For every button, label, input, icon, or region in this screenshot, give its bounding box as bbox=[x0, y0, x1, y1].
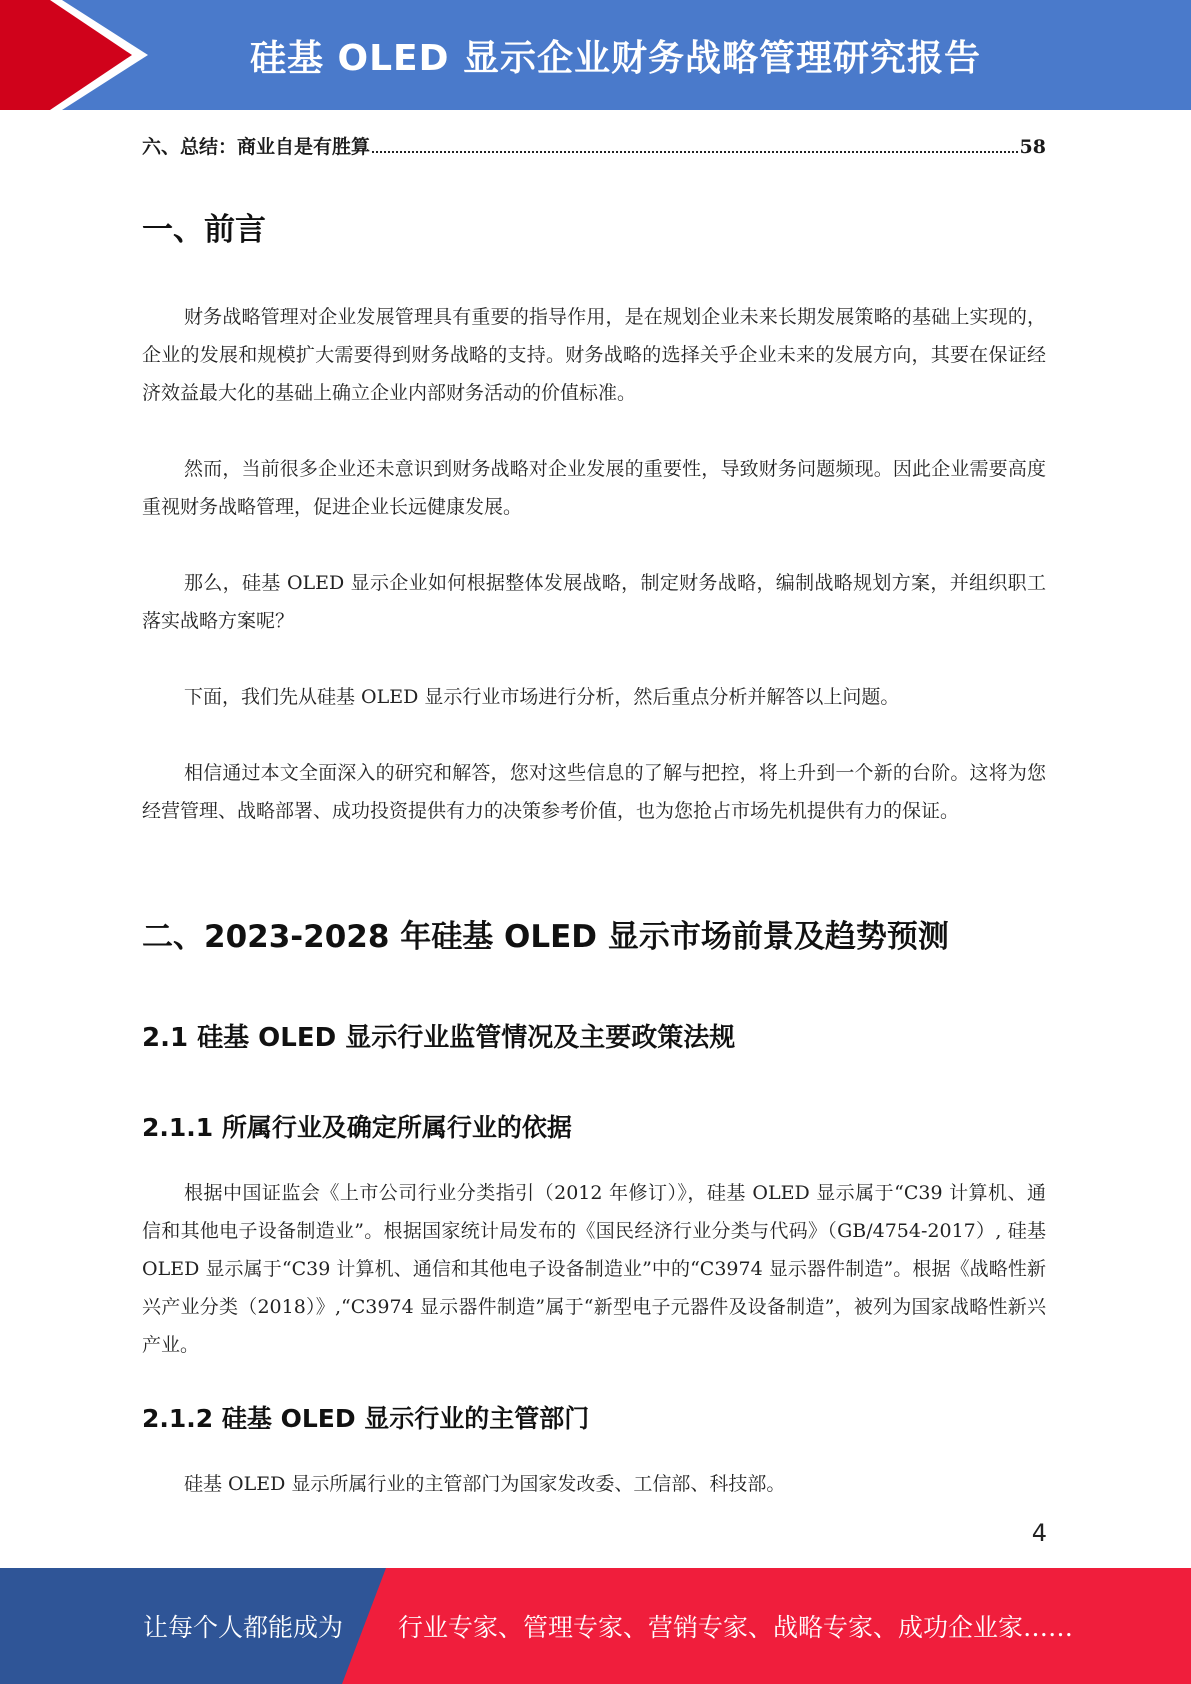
preface-paragraph-4: 下面，我们先从硅基 OLED 显示行业市场进行分析，然后重点分析并解答以上问题。 bbox=[184, 686, 900, 708]
subsection-title-2-1: 2.1 硅基 OLED 显示行业监管情况及主要政策法规 bbox=[142, 1023, 736, 1053]
toc-entry[interactable] bbox=[142, 132, 1046, 159]
subsection-title-2-1-1: 2.1.1 所属行业及确定所属行业的依据 bbox=[142, 1113, 572, 1142]
section-title-forecast: 二、2023-2028 年硅基 OLED 显示市场前景及趋势预测 bbox=[142, 919, 949, 955]
footer-banner bbox=[0, 1568, 1191, 1684]
preface-paragraph-2: 然而，当前很多企业还未意识到财务战略对企业发展的重要性，导致财务问题频现。因此企业需要高度重视财务战略管理，促进企业长远健康发展。 bbox=[142, 458, 1046, 518]
footer-slogan-right: 行业专家、管理专家、营销专家、战略专家、成功企业家…… bbox=[398, 1613, 1074, 1642]
toc-entry-page: 58 bbox=[1019, 136, 1046, 158]
preface-paragraph-3: 那么，硅基 OLED 显示企业如何根据整体发展战略，制定财务战略，编制战略规划方案，并组织职工落实战略方案呢？ bbox=[142, 572, 1046, 632]
section-title-preface: 一、前言 bbox=[142, 212, 266, 248]
subsection-title-2-1-2: 2.1.2 硅基 OLED 显示行业的主管部门 bbox=[142, 1404, 590, 1433]
page-number: 4 bbox=[1031, 1519, 1047, 1547]
footer-slogan-left: 让每个人都能成为 bbox=[143, 1613, 344, 1642]
report-title: 硅基 OLED 显示企业财务战略管理研究报告 bbox=[249, 37, 982, 79]
preface-paragraph-5: 相信通过本文全面深入的研究和解答，您对这些信息的了解与把控，将上升到一个新的台阶。这将为您经营管理、战略部署、成功投资提供有力的决策参考价值，也为您抢占市场先机提供有力的保证。 bbox=[142, 762, 1046, 822]
paragraph-2-1-1: 根据中国证监会《上市公司行业分类指引（2012 年修订）》，硅基 OLED 显示属于“C39 计算机、通信和其他电子设备制造业”。根据国家统计局发布的《国民经济行业分类与代码》（GB/4754-2017）, 硅基 OLED 显示属于“C39 计算机、通信和其他电子设备制造业”中的“C3974 显示器件制造”。根据《战略性新兴产业分类（2018）》,“C3974 显示器件制造”属于“新型电子元器件及设备制造”，被列为国家战略性新兴产业。 bbox=[142, 1182, 1046, 1356]
paragraph-2-1-2: 硅基 OLED 显示所属行业的主管部门为国家发改委、工信部、科技部。 bbox=[184, 1473, 786, 1495]
chevron-arrow-icon bbox=[0, 0, 150, 110]
preface-paragraph-1: 财务战略管理对企业发展管理具有重要的指导作用，是在规划企业未来长期发展策略的基础上实现的，企业的发展和规模扩大需要得到财务战略的支持。财务战略的选择关乎企业未来的发展方向，其要在保证经济效益最大化的基础上确立企业内部财务活动的价值标准。 bbox=[142, 306, 1046, 404]
header-banner bbox=[0, 0, 1191, 110]
toc-entry-label: 六、总结：商业自是有胜算 bbox=[142, 136, 371, 158]
toc-dot-leader bbox=[372, 151, 1018, 153]
